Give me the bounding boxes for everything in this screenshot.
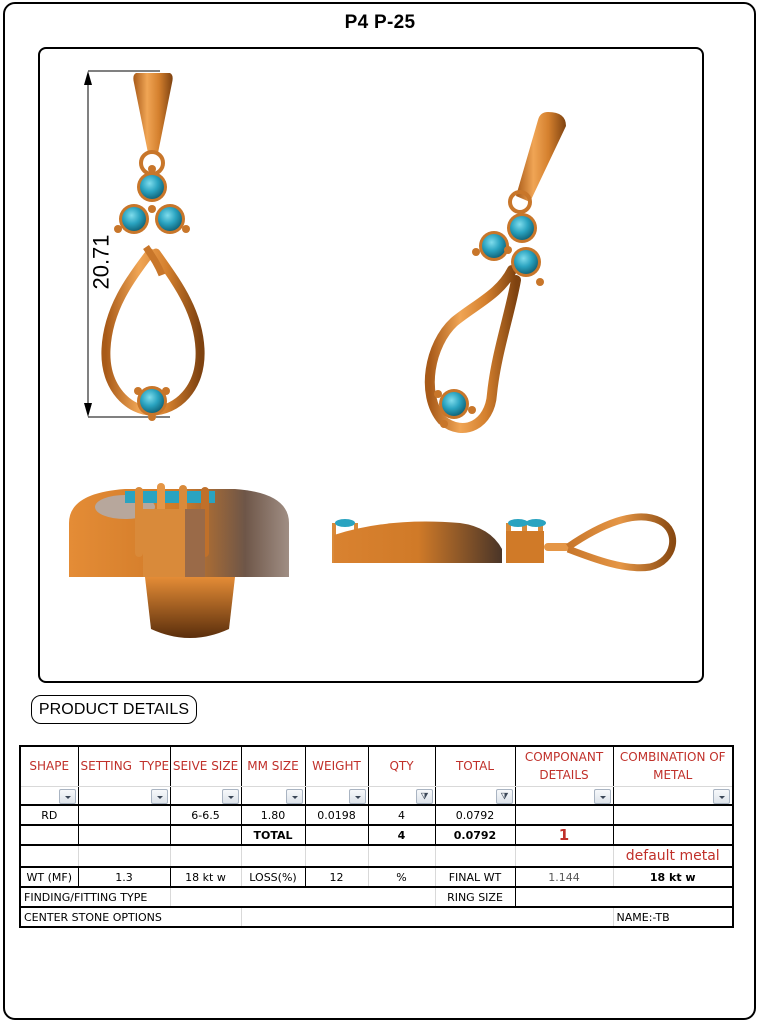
finding-row (20, 887, 733, 907)
center-stone-row (20, 907, 733, 927)
center-stone-value (241, 907, 613, 927)
chevron-down-icon (157, 796, 163, 799)
wt-mf-label: WT (MF) (20, 867, 78, 887)
loss-unit: % (368, 867, 435, 887)
cell-combination-of-metal (613, 805, 733, 825)
finding-label: FINDING/FITTING TYPE (20, 887, 170, 907)
totals-qty: 4 (368, 825, 435, 845)
totals-component-details: 1 (515, 825, 613, 845)
filter-dropdown-setting-type[interactable] (151, 789, 168, 804)
col-header-componant-details: COMPONANT DETAILS (515, 746, 613, 786)
ring-size-value (515, 887, 733, 907)
filter-active-qty[interactable] (416, 789, 433, 804)
chevron-down-icon (292, 796, 298, 799)
weight-row (20, 867, 733, 887)
cell-weight: 0.0198 (305, 805, 368, 825)
col-header-qty: QTY (368, 746, 435, 786)
col-header-total: TOTAL (435, 746, 515, 786)
filter-dropdown-shape[interactable] (59, 789, 76, 804)
chevron-down-icon (719, 796, 725, 799)
default-metal-cell: default metal (613, 845, 733, 867)
metal-row (20, 845, 733, 867)
center-stone-label: CENTER STONE OPTIONS (20, 907, 241, 927)
filter-dropdown-combination-of-metal[interactable] (713, 789, 730, 804)
finding-value (170, 887, 435, 907)
loss-label: LOSS(%) (241, 867, 305, 887)
metal-type: 18 kt w (170, 867, 241, 887)
render-panel (38, 47, 704, 683)
totals-row (20, 825, 733, 845)
col-header-combination-of-metal: COMBINATION OF METAL (613, 746, 733, 786)
name-label: NAME:-TB (613, 907, 733, 927)
cell-shape: RD (20, 805, 78, 825)
sheet-title: P4 P-25 (344, 12, 416, 33)
cell-seive-size: 6-6.5 (170, 805, 241, 825)
cell-qty: 4 (368, 805, 435, 825)
top-view-render (65, 479, 295, 649)
filter-funnel-icon: ⧩ (500, 791, 509, 802)
totals-label: TOTAL (241, 825, 305, 845)
col-header-mm-size: MM SIZE (241, 746, 305, 786)
front-view-render (90, 69, 240, 429)
cell-component-details (515, 805, 613, 825)
filter-dropdown-mm-size[interactable] (286, 789, 303, 804)
col-header-weight: WEIGHT (305, 746, 368, 786)
loss-value: 12 (305, 867, 368, 887)
filter-active-total[interactable] (496, 789, 513, 804)
filter-dropdown-weight[interactable] (349, 789, 366, 804)
table-row (20, 805, 733, 825)
cell-total: 0.0792 (435, 805, 515, 825)
cell-setting-type (78, 805, 170, 825)
filter-funnel-icon: ⧩ (420, 791, 429, 802)
dimension-label: 20.71 (88, 234, 114, 290)
chevron-down-icon (228, 796, 234, 799)
chevron-down-icon (600, 796, 606, 799)
col-header-shape: SHAPE (20, 746, 78, 786)
cell-mm-size: 1.80 (241, 805, 305, 825)
perspective-view-render (380, 104, 580, 444)
chevron-down-icon (65, 796, 71, 799)
header-row (20, 746, 733, 786)
product-details-table (19, 745, 734, 928)
filter-dropdown-seive-size[interactable] (222, 789, 239, 804)
wt-mf-value: 1.3 (78, 867, 170, 887)
final-wt-label: FINAL WT (435, 867, 515, 887)
side-view-render (330, 509, 680, 574)
totals-total: 0.0792 (435, 825, 515, 845)
final-metal: 18 kt w (613, 867, 733, 887)
ring-size-label: RING SIZE (435, 887, 515, 907)
col-header-seive-size: SEIVE SIZE (170, 746, 241, 786)
chevron-down-icon (355, 796, 361, 799)
col-header-setting-type: SETTING TYPE (78, 746, 170, 786)
filter-dropdown-componant-details[interactable] (594, 789, 611, 804)
filter-row (20, 786, 733, 805)
product-details-heading: PRODUCT DETAILS (31, 695, 197, 724)
final-wt-value: 1.144 (515, 867, 613, 887)
